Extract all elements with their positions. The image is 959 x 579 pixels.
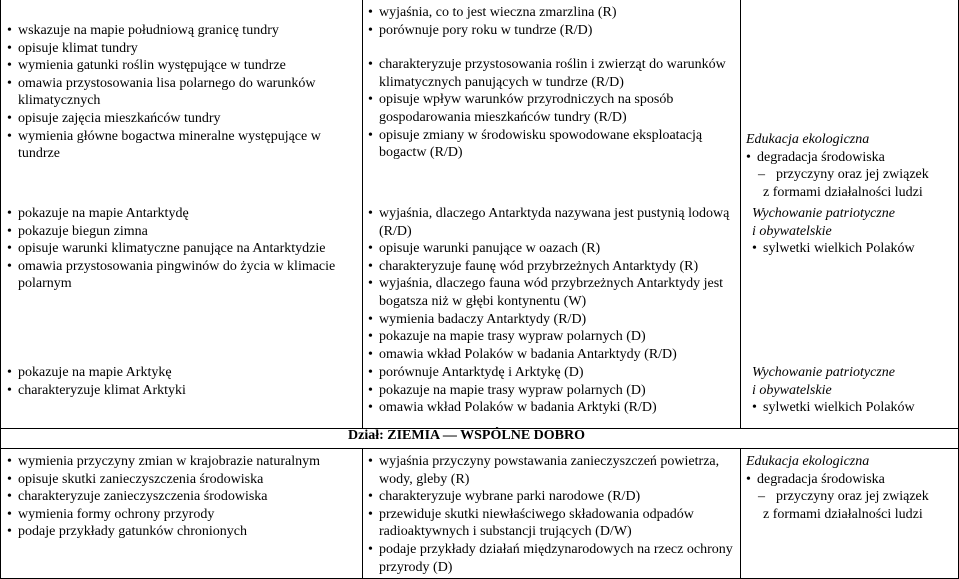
- environment-basic-cell: [7, 453, 359, 541]
- list-item: • wyjaśnia, dlaczego fauna wód przybrzeżnych Antarktydy jest bogatsza niż w głębi kontynentu (W): [368, 275, 736, 310]
- list-item: • opisuje zajęcia mieszkańców tundry: [7, 110, 357, 128]
- list-item: • wymienia przyczyny zmian w krajobrazie naturalnym: [7, 453, 359, 471]
- list-item: • opisuje zmiany w środowisku spowodowane eksploatacją bogactw (R/D): [368, 127, 736, 162]
- education-dash-line: – przyczyny oraz jej związek: [746, 166, 958, 184]
- list-item: • charakteryzuje zanieczyszczenia środowiska: [7, 488, 359, 506]
- list-item: • opisuje wpływ warunków przyrodniczych na sposób gospodarowania mieszkańców tundry (R/D): [368, 91, 736, 126]
- list-item: • podaje przykłady gatunków chronionych: [7, 523, 359, 541]
- column-divider-1: [362, 0, 363, 428]
- list-item: • pokazuje na mapie Antarktydę: [7, 205, 359, 223]
- education-continuation: z formami działalności ludzi: [763, 184, 923, 200]
- column-divider-1-lower: [362, 448, 363, 579]
- tundra-education-cell: [746, 131, 958, 201]
- section-heading: Dział: ZIEMIA — WSPÓLNE DOBRO: [348, 428, 585, 443]
- list-item: • wymienia główne bogactwa mineralne występujące w tundrze: [7, 128, 357, 163]
- list-item: • wyjaśnia, co to jest wieczna zmarzlina (R): [368, 4, 736, 22]
- list-item: • opisuje warunki klimatyczne panujące na Antarktydzie: [7, 240, 359, 258]
- tundra-basic-cell: [7, 22, 357, 163]
- environment-extended-cell: [368, 453, 736, 576]
- list-item: • omawia przystosowania pingwinów do życia w klimacie polarnym: [7, 258, 359, 293]
- arctic-extended-cell: [368, 364, 736, 417]
- column-divider-2-lower: [740, 448, 741, 579]
- list-item: • opisuje klimat tundry: [7, 40, 357, 58]
- education-title-continuation: i obywatelskie: [752, 382, 832, 398]
- list-item: • charakteryzuje wybrane parki narodowe (R/D): [368, 488, 736, 506]
- education-dash-line: – przyczyny oraz jej związek: [746, 488, 958, 506]
- education-title: Wychowanie patriotyczne: [752, 365, 895, 380]
- list-item: • pokazuje na mapie trasy wypraw polarnych (D): [368, 382, 736, 400]
- list-item: • pokazuje biegun zimna: [7, 223, 359, 241]
- antarctica-basic-cell: [7, 205, 359, 293]
- list-item: • porównuje Antarktydę i Arktykę (D): [368, 364, 736, 382]
- list-item: • degradacja środowiska: [746, 149, 958, 167]
- list-item: • omawia wkład Polaków w badania Arktyki (R/D): [368, 399, 736, 417]
- list-item: • pokazuje na mapie Arktykę: [7, 364, 359, 382]
- list-item: • opisuje skutki zanieczyszczenia środowiska: [7, 471, 359, 489]
- education-title: Edukacja ekologiczna: [746, 132, 870, 147]
- list-item: • wskazuje na mapie południową granicę tundry: [7, 22, 357, 40]
- education-continuation: z formami działalności ludzi: [763, 506, 923, 522]
- list-item: • omawia przystosowania lisa polarnego do warunków klimatycznych: [7, 75, 357, 110]
- list-item: • przewiduje skutki niewłaściwego składowania odpadów radioaktywnych i substancji trujących (D/W): [368, 506, 736, 541]
- column-divider-2: [740, 0, 741, 428]
- list-item: • wyjaśnia przyczyny powstawania zanieczyszczeń powietrza, wody, gleby (R): [368, 453, 736, 488]
- list-item: • charakteryzuje klimat Arktyki: [7, 382, 359, 400]
- arctic-basic-cell: [7, 364, 359, 399]
- antarctica-extended-cell: [368, 205, 736, 363]
- list-item: • pokazuje na mapie trasy wypraw polarnych (D): [368, 328, 736, 346]
- row-divider-heading-bottom: [0, 448, 959, 449]
- education-title-continuation: i obywatelskie: [752, 223, 832, 239]
- list-item: • wymienia formy ochrony przyrody: [7, 506, 359, 524]
- environment-education-cell: [746, 453, 958, 523]
- list-item: • degradacja środowiska: [746, 471, 958, 489]
- list-item: • porównuje pory roku w tundrze (R/D): [368, 22, 736, 40]
- list-item: • sylwetki wielkich Polaków: [752, 240, 956, 258]
- list-item: • charakteryzuje faunę wód przybrzeżnych Antarktydy (R): [368, 258, 736, 276]
- list-item: • sylwetki wielkich Polaków: [752, 399, 956, 417]
- list-item: • omawia wkład Polaków w badania Antarktydy (R/D): [368, 346, 736, 364]
- education-title: Wychowanie patriotyczne: [752, 206, 895, 221]
- tundra-extended-cell: [368, 4, 736, 162]
- education-title: Edukacja ekologiczna: [746, 454, 870, 469]
- list-item: • opisuje warunki panujące w oazach (R): [368, 240, 736, 258]
- table-border-left: [0, 0, 1, 579]
- list-item: • podaje przykłady działań międzynarodowych na rzecz ochrony przyrody (D): [368, 541, 736, 576]
- list-item: • wymienia gatunki roślin występujące w tundrze: [7, 57, 357, 75]
- list-item: • wymienia badaczy Antarktydy (R/D): [368, 311, 736, 329]
- antarctica-education-cell: [752, 205, 956, 258]
- arctic-education-cell: [752, 364, 956, 417]
- list-item: • wyjaśnia, dlaczego Antarktyda nazywana jest pustynią lodową (R/D): [368, 205, 736, 240]
- list-item: • charakteryzuje przystosowania roślin i zwierząt do warunków klimatycznych panujących w tundrze (R/D): [368, 56, 736, 91]
